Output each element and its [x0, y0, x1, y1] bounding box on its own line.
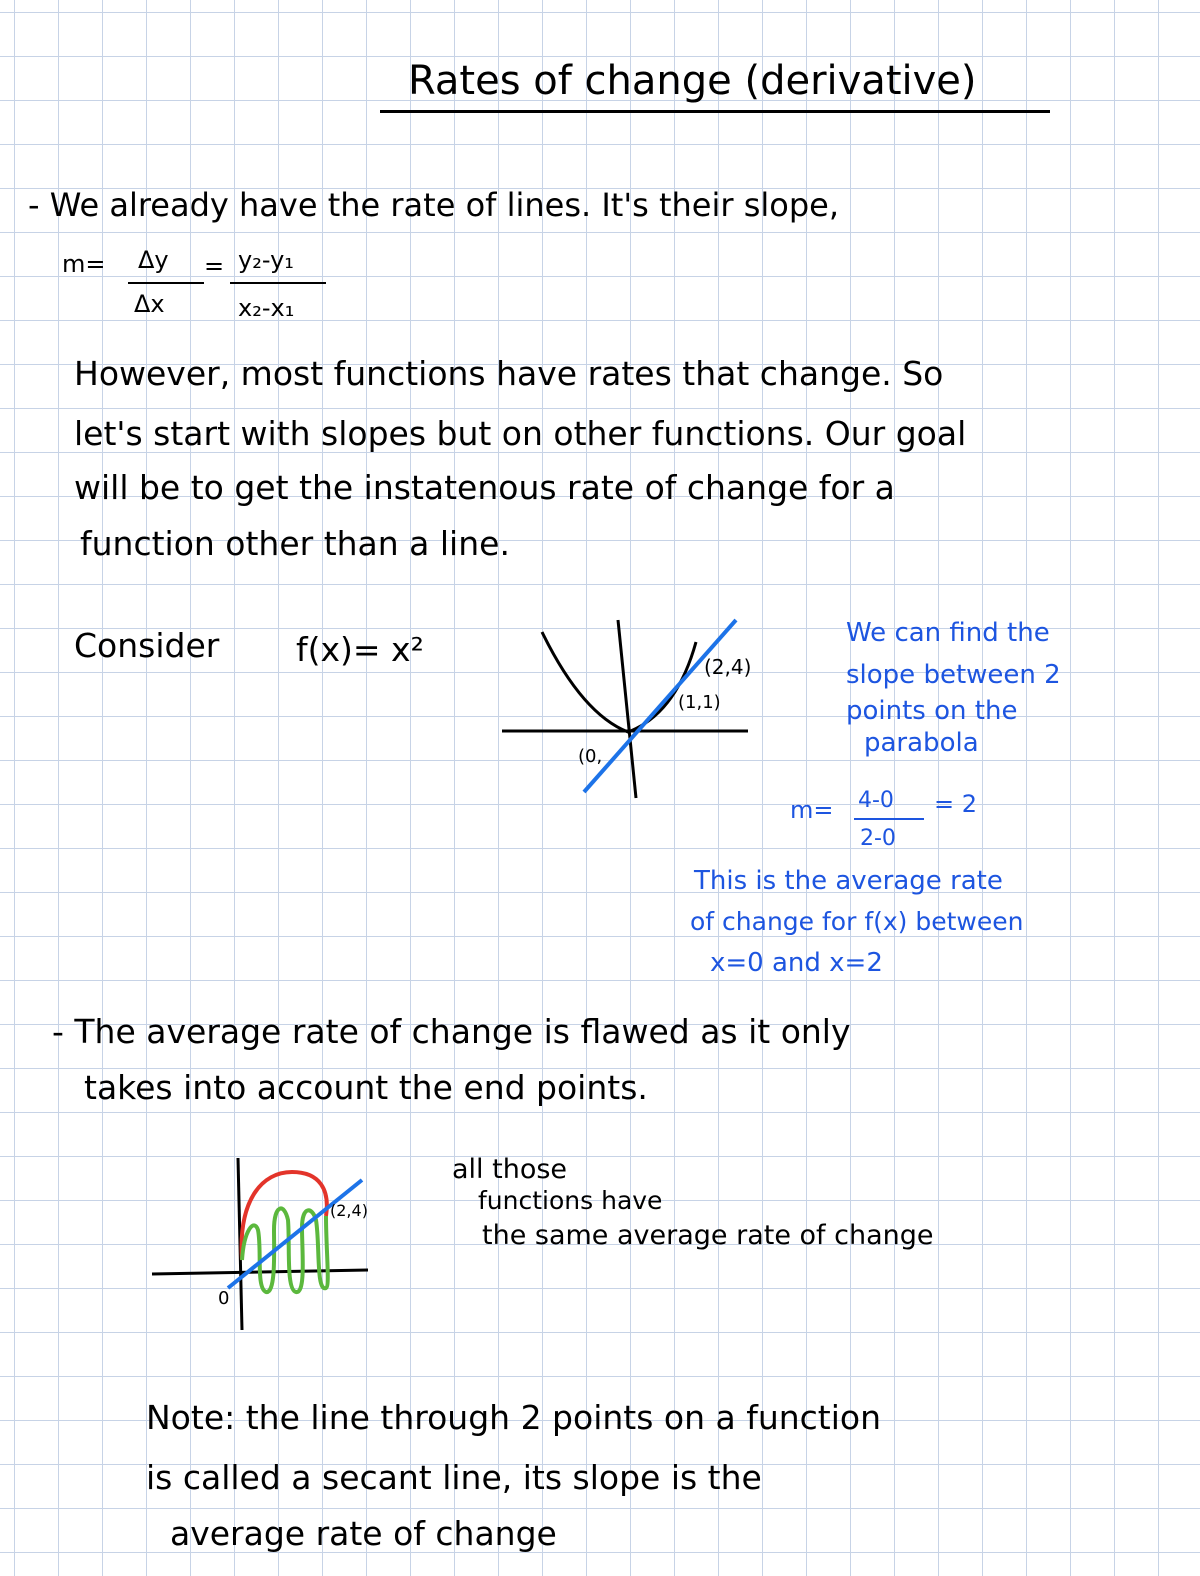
paragraph-line-1: However, most functions have rates that change. So [74, 354, 944, 393]
formula-eq: = [204, 252, 225, 280]
page-title: Rates of change (derivative) [408, 58, 977, 104]
blue-note-2-line-2: of change for f(x) between [690, 907, 1024, 936]
graph2-note-line-1: all those [452, 1154, 568, 1185]
graph2-label-2-4: (2,4) [330, 1201, 368, 1220]
formula-num2: y₂-y₁ [238, 246, 294, 274]
graph1-label-origin: (0, [578, 746, 603, 767]
formula-den1: Δx [134, 290, 165, 318]
flaw-line-1: - The average rate of change is flawed as it only [52, 1012, 851, 1051]
blue-note-1-line-1: We can find the [846, 618, 1050, 648]
slope-calc-num: 4-0 [858, 788, 894, 813]
formula-num1: Δy [138, 246, 169, 274]
graph1-label-2-4: (2,4) [704, 655, 752, 679]
slope-calc-den: 2-0 [860, 826, 896, 851]
blue-note-1-line-3: points on the [846, 696, 1018, 726]
paragraph-line-3: will be to get the instatenous rate of change for a [74, 468, 895, 507]
note-line-3: average rate of change [170, 1514, 557, 1553]
slope-calc-rhs: = 2 [934, 790, 978, 818]
graph2-green-curve [242, 1209, 328, 1293]
blue-note-2-line-1: This is the average rate [694, 866, 1003, 896]
flaw-line-2: takes into account the end points. [84, 1068, 648, 1107]
graph2-label-origin: 0 [218, 1288, 230, 1309]
blue-note-1-line-4: parabola [864, 728, 979, 758]
blue-note-1-line-2: slope between 2 [846, 660, 1061, 690]
graph2-note-line-3: the same average rate of change [482, 1220, 934, 1251]
note-line-1: Note: the line through 2 points on a function [146, 1398, 882, 1437]
blue-note-2-line-3: x=0 and x=2 [710, 948, 883, 978]
graph1-y-axis [618, 620, 636, 798]
slope-calc-lhs: m= [790, 796, 834, 824]
secant-comparison-graph [150, 1150, 400, 1335]
note-line-2: is called a secant line, its slope is the [146, 1458, 762, 1497]
parabola-graph [490, 610, 810, 800]
consider-word: Consider [74, 626, 220, 665]
formula-lhs: m= [62, 250, 106, 278]
formula-fraction-bar-1 [128, 282, 204, 284]
intro-line: - We already have the rate of lines. It's their slope, [28, 186, 840, 224]
graph1-parabola [542, 632, 696, 732]
slope-calc-bar [854, 818, 924, 820]
title-underline [380, 110, 1050, 113]
paragraph-line-2: let's start with slopes but on other functions. Our goal [74, 414, 967, 453]
paragraph-line-4: function other than a line. [80, 524, 510, 563]
graph1-label-1-1: (1,1) [678, 692, 721, 713]
graph2-note-line-2: functions have [478, 1186, 663, 1215]
consider-function: f(x)= x² [296, 630, 424, 669]
formula-fraction-bar-2 [230, 282, 326, 284]
formula-den2: x₂-x₁ [238, 294, 295, 322]
